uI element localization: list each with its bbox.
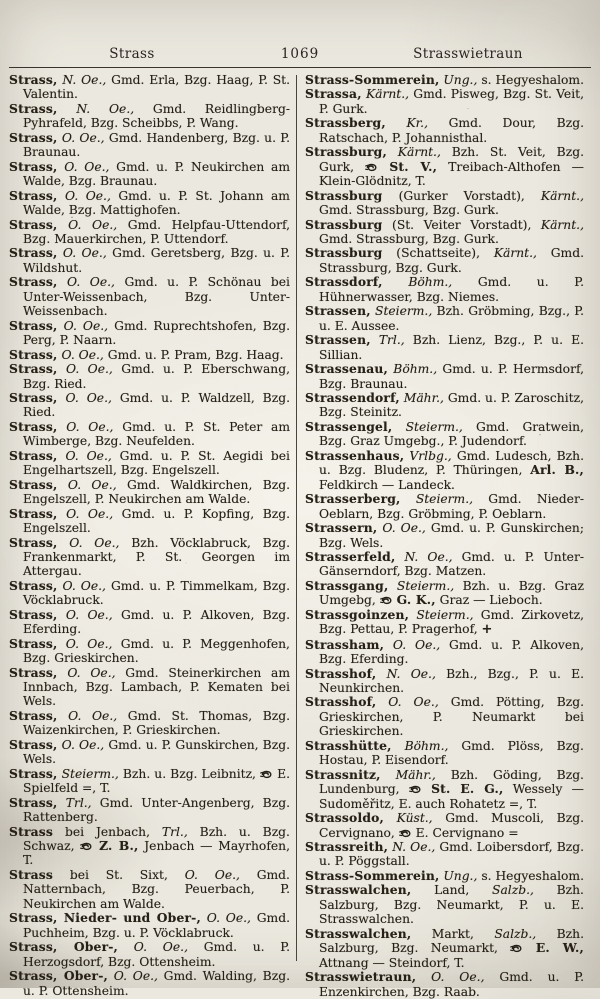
- entry-text: Gmd. Ruprechtshofen, Bzg. Perg, P. Naarn.: [23, 318, 290, 348]
- entry-text: Gmd. Steinerkirchen am Innbach, Bzg. Lambach, P. Kematen bei Wels.: [23, 665, 290, 709]
- crownland-abbrev: O. Oe.,: [65, 607, 113, 622]
- entry-name: Strass: [9, 866, 54, 882]
- crownland-abbrev: O. Oe.,: [65, 636, 113, 651]
- gazetteer-entry: [9, 765, 290, 796]
- crownland-abbrev: Kärnt.,: [493, 246, 537, 261]
- entry-text: Bzh. u. Bzg. Leibnitz,: [122, 766, 256, 781]
- entry-text: bei Jenbach,: [64, 824, 151, 839]
- crownland-abbrev: O. Oe.,: [388, 695, 439, 710]
- crownland-abbrev: Ung.,: [443, 73, 478, 87]
- crownland-abbrev: Mähr.,: [403, 390, 444, 405]
- entry-name: Strassdorf,: [305, 274, 383, 290]
- entry-text: Gmd. Unter-Angenberg, Bzg. Rattenberg.: [23, 795, 290, 825]
- gazetteer-entry: [9, 606, 290, 637]
- gazetteer-entry: [9, 361, 290, 391]
- crownland-abbrev: Steierm.,: [405, 419, 463, 434]
- entry-text: Gmd. Muscoli, Bzg. Cervignano,: [319, 811, 584, 840]
- entry-text: bei St. Sixt,: [69, 867, 168, 882]
- entry-name: Strass,: [9, 100, 58, 116]
- crownland-abbrev: O. Oe.,: [65, 390, 112, 405]
- gazetteer-entry: [9, 389, 290, 420]
- crownland-abbrev: Steierm.,: [415, 492, 474, 507]
- gazetteer-entry: [9, 939, 290, 969]
- entry-name: Strass,: [9, 245, 58, 261]
- crownland-abbrev: Kärnt.,: [540, 188, 584, 203]
- gazetteer-entry: [9, 664, 290, 709]
- entry-text: Bzh., Bzg., P. u. E. Neunkirchen.: [319, 666, 585, 696]
- entry-name: Strass: [9, 823, 54, 839]
- entry-text: Gmd. Nieder-Oeblarn, Bzg. Gröbming, P. Oeblarn.: [319, 492, 584, 521]
- posthorn-icon: [260, 770, 273, 779]
- entry-name: St. V.,: [389, 158, 438, 174]
- entry-name: Strass,: [9, 476, 58, 492]
- entry-name: Strass,: [9, 765, 58, 781]
- entry-text: Gmd. u. P. St. Peter am Wimberge, Bzg. Neufelden.: [23, 419, 290, 449]
- entry-name: Strass,: [9, 158, 58, 174]
- entry-text: Bzh. Gröbming, Bzg., P. u. E. Aussee.: [319, 304, 584, 333]
- page-number: 1069: [280, 46, 320, 62]
- crownland-abbrev: Trl.,: [161, 824, 188, 839]
- entry-text: Gmd. Waldkirchen, Bzg. Engelszell, P. Neukirchen am Walde.: [23, 477, 290, 507]
- gazetteer-entry: [9, 129, 290, 160]
- gazetteer-entry: [305, 418, 584, 449]
- entry-name: Strass,: [9, 606, 58, 622]
- entry-text: Bzh. Salzburg, Bzg. Neumarkt, P. u. E. Strasswalchen.: [319, 883, 584, 927]
- gazetteer-entry: [9, 707, 290, 738]
- entry-name: Strassenhaus,: [305, 447, 405, 463]
- entry-name: Strasswalchen,: [305, 882, 412, 898]
- gazetteer-entry: [305, 115, 584, 145]
- crownland-abbrev: O. Oe.,: [382, 521, 426, 536]
- entry-text: Gmd. Puchheim, Bzg. u. P. Vöcklabruck.: [23, 911, 290, 940]
- entry-text: Gmd. u. P. Timmelkam, Bzg. Vöcklabruck.: [23, 578, 290, 608]
- crownland-abbrev: O. Oe.,: [67, 275, 115, 290]
- crownland-abbrev: O. Oe.,: [66, 506, 114, 521]
- gazetteer-entry: [305, 606, 584, 638]
- entry-name: G. K.,: [396, 592, 436, 608]
- entry-name: Strasswietraun,: [305, 969, 417, 985]
- entry-name: Strassburg: [305, 216, 383, 232]
- entry-name: Strass,: [9, 274, 58, 290]
- entry-text: Feldkirch — Landeck.: [319, 477, 455, 492]
- gazetteer-entry: [305, 867, 585, 883]
- entry-text: Gmd. Reidlingberg-Pyhrafeld, Bzg. Scheibbs, P. Wang.: [23, 101, 290, 131]
- gazetteer-entry: [9, 317, 290, 348]
- gazetteer-entry: [305, 216, 584, 247]
- right-column: [297, 72, 585, 999]
- entry-name: Strassburg: [305, 245, 383, 261]
- entry-name: Strass,: [9, 707, 58, 723]
- gazetteer-entry: [9, 736, 290, 767]
- entry-text: Bzh. St. Veit, Bzg. Gurk,: [319, 145, 584, 174]
- entry-name: Strasshütte,: [305, 737, 392, 753]
- entry-text: Gmd. Zirkovetz, Bzg. Pettau, P. Pragerhof,: [319, 607, 584, 637]
- posthorn-icon: [409, 785, 422, 794]
- entry-text: Gmd. u. P. Pram, Bzg. Haag.: [107, 347, 284, 362]
- entry-name: Strass,: [9, 794, 58, 810]
- crownland-abbrev: N. Oe.,: [76, 101, 135, 116]
- gazetteer-entry: [9, 187, 290, 218]
- entry-text: Bzh. Salzburg, Bzg. Neumarkt,: [319, 926, 584, 956]
- entry-text: Bzh. u. Bzg. Graz Umgebg,: [319, 578, 584, 608]
- entry-name: Strass,: [9, 447, 58, 463]
- gazetteer-entry: [9, 476, 290, 507]
- entry-text: Gmd. Gratwein, Bzg. Graz Umgebg., P. Judendorf.: [319, 419, 584, 449]
- crownland-abbrev: O. Oe.,: [66, 419, 114, 434]
- entry-name: Strassern,: [305, 520, 378, 536]
- crownland-abbrev: O. Oe.,: [61, 737, 105, 752]
- entry-name: Strass,: [9, 635, 58, 651]
- posthorn-icon: [380, 596, 393, 605]
- crownland-abbrev: O. Oe.,: [431, 970, 485, 985]
- gazetteer-entry: [305, 389, 584, 420]
- gazetteer-entry: [9, 534, 290, 579]
- crownland-abbrev: O. Oe.,: [62, 578, 106, 593]
- gazetteer-entry: [305, 969, 584, 999]
- gazetteer-entry: [305, 520, 584, 550]
- crownland-abbrev: O. Oe.,: [61, 347, 104, 362]
- entry-name: Strasserfeld,: [305, 548, 396, 564]
- crownland-abbrev: O. Oe.,: [64, 159, 110, 174]
- entry-name: Strass, Nieder- und Ober-,: [9, 910, 201, 926]
- entry-text: Gmd. Natternbach, Bzg. Peuerbach, P. Neukirchen am Walde.: [23, 867, 290, 911]
- entry-text: (Gurker Vorstadt),: [398, 188, 525, 203]
- posthorn-icon: [399, 829, 412, 838]
- entry-text: Gmd. u. P. Kopfing, Bzg. Engelszell.: [23, 506, 290, 536]
- entry-text: Attnang — Steindorf, T.: [319, 955, 465, 970]
- cross-icon: +: [481, 622, 493, 638]
- entry-text: Gmd. u. P. St. Aegidi bei Engelhartszell, Bzg. Engelszell.: [23, 448, 290, 478]
- entry-name: St. E. G.,: [431, 781, 504, 797]
- entry-text: Bzh. u. Bzg. Schwaz,: [23, 824, 290, 854]
- crownland-abbrev: O. Oe.,: [61, 130, 105, 145]
- crownland-abbrev: Kärnt.,: [540, 217, 584, 232]
- crownland-abbrev: Kärnt.,: [365, 87, 410, 102]
- crownland-abbrev: Ung.,: [443, 868, 478, 883]
- gazetteer-entry: [305, 839, 584, 869]
- entry-name: Strass,: [9, 346, 58, 362]
- running-head-right: Strasswietraun: [413, 46, 523, 62]
- entry-name: Strassen,: [305, 332, 371, 348]
- gazetteer-entry: [9, 866, 290, 911]
- entry-text: Gmd. Handenberg, Bzg. u. P. Braunau.: [23, 130, 290, 160]
- running-head-left: Strass: [109, 46, 155, 62]
- entry-text: E. Cervignano =: [415, 825, 519, 840]
- crownland-abbrev: Steierm.,: [416, 607, 474, 622]
- entry-text: Gmd. Walding, Bzg. u. P. Ottensheim.: [23, 969, 290, 998]
- crownland-abbrev: Steierm.,: [61, 766, 119, 781]
- gazetteer-entry: [305, 694, 584, 739]
- left-column: [9, 72, 296, 998]
- gazetteer-entry: [9, 216, 290, 247]
- entry-name: Strassendorf,: [305, 389, 400, 405]
- posthorn-icon: [80, 842, 93, 851]
- gazetteer-entry: [9, 910, 290, 940]
- entry-text: E. Spielfeld =, T.: [23, 766, 290, 796]
- posthorn-icon: [510, 944, 523, 953]
- entry-name: Strassengel,: [305, 418, 393, 434]
- crownland-abbrev: Böhm.,: [408, 275, 453, 290]
- entry-text: Gmd. u. P. Eberschwang, Bzg. Ried.: [23, 362, 290, 391]
- entry-text: s. Hegyeshalom.: [481, 73, 585, 87]
- entry-name: Z. B.,: [99, 838, 139, 854]
- entry-name: Strass,: [9, 361, 58, 377]
- crownland-abbrev: O. Oe.,: [206, 911, 251, 926]
- entry-name: Strasshof,: [305, 665, 377, 681]
- entry-text: Land,: [434, 883, 470, 898]
- entry-text: Gmd. Loibersdorf, Bzg. u. P. Pöggstall.: [319, 840, 584, 869]
- crownland-abbrev: Salzb.,: [492, 883, 534, 898]
- crownland-abbrev: O. Oe.,: [67, 477, 117, 492]
- crownland-abbrev: Küst.,: [396, 811, 433, 826]
- crownland-abbrev: Kärnt.,: [397, 145, 441, 160]
- entry-text: Wessely — Sudoměřitz, E. auch Rohatetz =, T.: [319, 782, 584, 811]
- gazetteer-entry: [9, 346, 290, 362]
- entry-text: Gmd. Strassburg, Bzg. Gurk.: [319, 231, 499, 246]
- entry-text: s. Hegyeshalom.: [481, 868, 585, 883]
- crownland-abbrev: O. Oe.,: [65, 362, 113, 377]
- gazetteer-entry: [305, 577, 584, 608]
- gazetteer-entry: [305, 144, 584, 189]
- entry-text: Jenbach — Mayrhofen, T.: [23, 839, 290, 868]
- crownland-abbrev: O. Oe.,: [65, 448, 112, 463]
- gazetteer-entry: [9, 274, 290, 319]
- entry-name: E. W.,: [535, 940, 584, 956]
- crownland-abbrev: O. Oe.,: [63, 318, 109, 333]
- gazetteer-entry: [305, 636, 584, 667]
- crownland-abbrev: O. Oe.,: [67, 665, 116, 680]
- crownland-abbrev: O. Oe.,: [69, 535, 120, 550]
- gazetteer-entry: [9, 245, 290, 275]
- gazetteer-entry: [305, 245, 584, 275]
- entry-text: Gmd. u. P. Waldzell, Bzg. Ried.: [23, 390, 290, 420]
- gazetteer-entry: [9, 823, 290, 868]
- entry-text: (St. Veiter Vorstadt),: [392, 217, 532, 232]
- page-header: [9, 0, 591, 62]
- entry-text: Gmd. Geretsberg, Bzg. u. P. Wildshut.: [23, 246, 290, 275]
- entry-name: Strass-Sommerein,: [305, 867, 440, 883]
- crownland-abbrev: O. Oe.,: [184, 867, 240, 882]
- crownland-abbrev: Steierm.,: [375, 304, 433, 319]
- entry-name: Strassa,: [305, 86, 362, 102]
- gazetteer-entry: [305, 925, 584, 970]
- gazetteer-entry: [9, 968, 290, 998]
- gazetteer-entry: [9, 447, 290, 478]
- entry-text: (Schattseite),: [396, 246, 480, 261]
- entry-text: Gmd. Dour, Bzg. Ratschach, P. Johannisthal.: [319, 116, 584, 145]
- entry-name: Strassgang,: [305, 577, 389, 593]
- gazetteer-entry: [9, 418, 290, 449]
- entry-name: Strass,: [9, 534, 58, 550]
- entry-text: Gmd. u. P. Unter-Gänserndorf, Bzg. Matzen.: [319, 549, 584, 579]
- crownland-abbrev: Trl.,: [65, 795, 92, 810]
- entry-name: Strass,: [9, 72, 58, 87]
- entry-name: Strasserberg,: [305, 491, 401, 507]
- crownland-abbrev: O. Oe.,: [64, 188, 111, 203]
- entry-name: Strassnitz,: [305, 766, 381, 782]
- gazetteer-entry: [305, 810, 584, 840]
- gazetteer-entry: [305, 766, 584, 811]
- crownland-abbrev: Böhm.,: [404, 738, 449, 753]
- entry-name: Strass,: [9, 187, 58, 203]
- entry-text: Gmd. u. P. Hühnerwasser, Bzg. Niemes.: [319, 275, 584, 304]
- gazetteer-entry: [9, 794, 290, 825]
- entry-name: Strass,: [9, 317, 58, 333]
- crownland-abbrev: Trl.,: [378, 333, 405, 348]
- entry-text: Bzh. Vöcklabruck, Bzg. Frankenmarkt, P. St. Georgen im Attergau.: [23, 535, 290, 579]
- entry-text: Gmd. Erla, Bzg. Haag, P. St. Valentin.: [23, 73, 290, 102]
- entry-name: Strassberg,: [305, 115, 386, 131]
- entry-text: Gmd. u. P. Alkoven, Bzg. Eferding.: [23, 607, 290, 637]
- crownland-abbrev: Salzb.,: [494, 926, 537, 941]
- gazetteer-entry: [305, 491, 584, 521]
- entry-text: Gmd. u. P. Meggenhofen, Bzg. Grieskirchen.: [23, 636, 290, 666]
- entry-name: Strass-Sommerein,: [305, 72, 440, 87]
- entry-text: Gmd. Helpfau-Uttendorf, Bzg. Mauerkirchen, P. Uttendorf.: [23, 217, 290, 246]
- gazetteer-entry: [9, 158, 290, 189]
- crownland-abbrev: O. Oe.,: [62, 246, 107, 261]
- gazetteer-entry: [305, 72, 585, 87]
- entry-text: Gmd. Ludesch, Bzh. u. Bzg. Bludenz, P. Thüringen,: [319, 448, 584, 478]
- entry-text: Gmd. u. P. Neukirchen am Walde, Bzg. Braunau.: [23, 159, 290, 189]
- crownland-abbrev: N. Oe.,: [62, 73, 107, 87]
- crownland-abbrev: N. Oe.,: [404, 549, 453, 564]
- entry-name: Strass, Ober-,: [9, 968, 109, 984]
- entry-name: Strass,: [9, 664, 58, 680]
- entry-text: Gmd. u. P. Alkoven, Bzg. Eferding.: [319, 637, 584, 667]
- entry-name: Strassreith,: [305, 839, 389, 855]
- gazetteer-entry: [305, 548, 584, 579]
- gazetteer-entry: [305, 86, 584, 116]
- gazetteer-entry: [305, 665, 585, 696]
- entry-text: Gmd. Strassburg, Bzg. Gurk.: [319, 203, 499, 218]
- entry-text: Bzh. Lienz, Bzg., P. u. E. Sillian.: [319, 333, 584, 362]
- crownland-abbrev: O. Oe.,: [113, 969, 158, 984]
- entry-text: Gmd. St. Thomas, Bzg. Waizenkirchen, P. Grieskirchen.: [23, 708, 290, 738]
- gazetteer-entry: [305, 737, 584, 768]
- gazetteer-entry: [9, 577, 290, 608]
- crownland-abbrev: Vrlbg.,: [409, 448, 452, 463]
- entry-text: Gmd. Pötting, Bzg. Grieskirchen, P. Neumarkt bei Grieskirchen.: [319, 695, 584, 739]
- entry-text: Bzh. Göding, Bzg. Lundenburg,: [319, 767, 584, 797]
- entry-name: Strasswalchen,: [305, 925, 412, 941]
- entry-name: Strass,: [9, 216, 58, 232]
- entry-text: Gmd. u. P. Hermsdorf, Bzg. Braunau.: [319, 362, 584, 391]
- gazetteer-entry: [9, 72, 290, 102]
- entry-name: Strassen,: [305, 303, 371, 319]
- crownland-abbrev: O. Oe.,: [392, 637, 441, 652]
- entry-text: Gmd. u. P. Gunskirchen; Bzg. Wels.: [319, 521, 584, 550]
- entry-name: Strassburg: [305, 187, 383, 203]
- crownland-abbrev: N. Oe.,: [386, 666, 436, 681]
- crownland-abbrev: O. Oe.,: [68, 217, 118, 232]
- entry-text: Gmd. u. P. Zaroschitz, Bzg. Steinitz.: [319, 390, 584, 420]
- entry-text: Gmd. u. P. Schönau bei Unter-Weissenbach, Bzg. Unter-Weissenbach.: [23, 275, 290, 319]
- gazetteer-entry: [305, 332, 584, 362]
- entry-name: Strassgoinzen,: [305, 606, 410, 622]
- text-columns: [9, 68, 591, 999]
- entry-text: Gmd. u. P. Enzenkirchen, Bzg. Raab.: [319, 970, 584, 999]
- entry-name: Strass,: [9, 505, 58, 521]
- gazetteer-entry: [305, 274, 584, 304]
- entry-name: Strass,: [9, 577, 58, 593]
- entry-name: Strass, Ober-,: [9, 939, 119, 955]
- entry-text: Gmd. u. P. St. Johann am Walde, Bzg. Mattighofen.: [23, 188, 290, 218]
- gazetteer-entry: [305, 361, 584, 391]
- gazetteer-entry: [9, 100, 290, 131]
- entry-name: Strass,: [9, 736, 58, 752]
- entry-text: Gmd. Plöss, Bzg. Hostau, P. Eisendorf.: [319, 738, 584, 768]
- entry-name: Strassoldo,: [305, 810, 385, 826]
- crownland-abbrev: O. Oe.,: [133, 940, 188, 955]
- entry-name: Strassham,: [305, 636, 385, 652]
- posthorn-icon: [365, 163, 378, 172]
- entry-name: Strasshof,: [305, 694, 377, 710]
- crownland-abbrev: Kr.,: [406, 116, 428, 131]
- entry-name: Strassburg,: [305, 144, 387, 160]
- entry-text: Markt,: [431, 926, 474, 941]
- entry-name: Strass,: [9, 129, 58, 145]
- entry-text: Gmd. u. P. Gunskirchen, Bzg. Wels.: [23, 737, 290, 767]
- entry-text: Gmd. Strassburg, Bzg. Gurk.: [319, 246, 584, 275]
- crownland-abbrev: Steierm.,: [396, 578, 455, 593]
- entry-name: Strass,: [9, 389, 58, 405]
- gazetteer-entry: [9, 635, 290, 666]
- entry-name: Strass,: [9, 418, 58, 434]
- gazetteer-entry: [9, 505, 290, 536]
- entry-text: Treibach-Althofen — Klein-Glödnitz, T.: [319, 159, 584, 189]
- gazetteer-entry: [305, 187, 584, 218]
- crownland-abbrev: Mähr.,: [395, 767, 436, 782]
- entry-text: Gmd. u. P. Herzogsdorf, Bzg. Ottensheim.: [23, 940, 290, 969]
- crownland-abbrev: N. Oe.,: [392, 840, 436, 855]
- crownland-abbrev: O. Oe.,: [68, 708, 118, 723]
- gazetteer-entry: [305, 447, 584, 492]
- entry-text: Graz — Lieboch.: [439, 593, 543, 608]
- entry-text: Gmd. Pisweg, Bzg. St. Veit, P. Gurk.: [319, 87, 584, 116]
- gazetteer-entry: [305, 303, 584, 333]
- gazetteer-entry: [305, 882, 584, 927]
- entry-name: Strassenau,: [305, 361, 389, 377]
- entry-name: Arl. B.,: [530, 462, 584, 478]
- crownland-abbrev: Böhm.,: [393, 362, 438, 377]
